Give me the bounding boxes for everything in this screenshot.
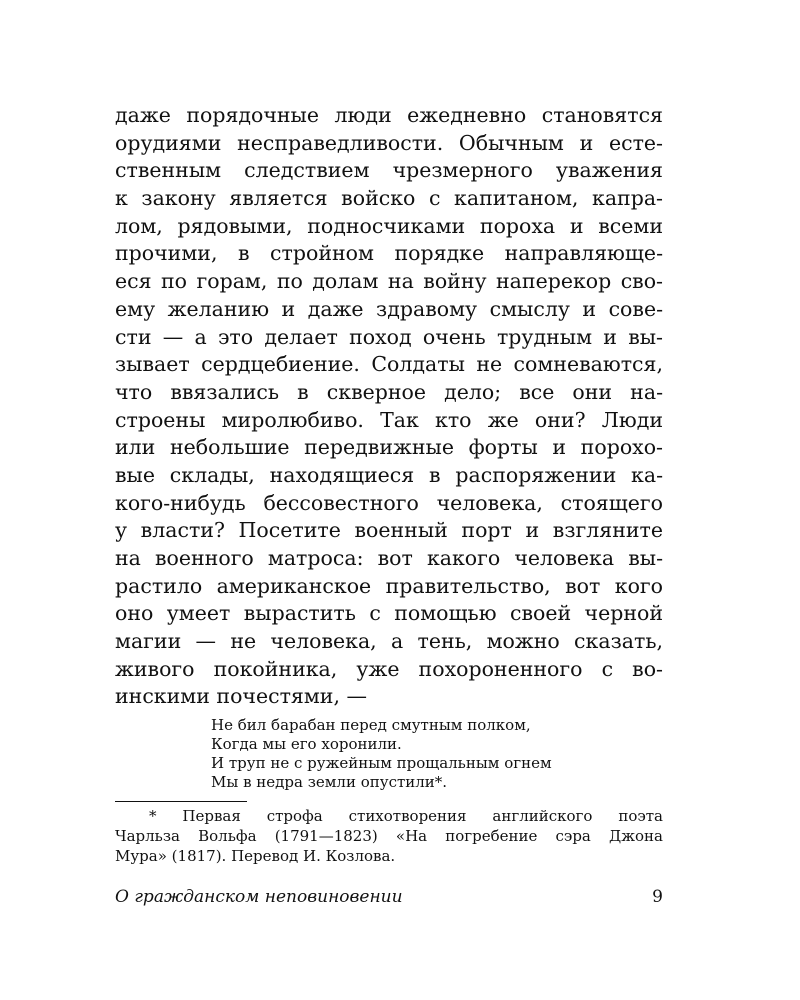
- footnote-line: Мура» (1817). Перевод И. Козлова.: [115, 847, 396, 865]
- verse-line: Не бил барабан перед смутным полком,: [211, 716, 531, 734]
- text-line: что ввязались в скверное дело; все они на-: [115, 379, 663, 404]
- text-line: прочими, в стройном порядке направляюще-: [115, 241, 663, 266]
- text-line: строены миролюбиво. Так кто же они? Люди: [115, 407, 663, 432]
- text-line: оно умеет вырастить с помощью своей черной: [115, 601, 663, 626]
- text-line: на военного матроса: вот какого человека вы-: [115, 546, 663, 570]
- text-line: еся по горам, по долам на войну наперекор сво-: [115, 269, 663, 294]
- text-line: у власти? Посетите военный порт и взгляните: [115, 518, 663, 543]
- page-number: 9: [652, 887, 663, 907]
- text-line: ственным следствием чрезмерного уважения: [115, 158, 663, 183]
- footnote-line: * Первая строфа стихотворения английского поэта: [149, 807, 663, 825]
- text-line: вые склады, находящиеся в распоряжении ка-: [115, 462, 663, 487]
- verse-quote: [211, 716, 631, 792]
- text-line: кого-нибудь бессовестного человека, стоящего: [115, 490, 663, 515]
- verse-line: Мы в недра земли опустили*.: [211, 773, 448, 791]
- text-line: инскими почестями, —: [115, 684, 367, 709]
- footnote: [115, 806, 663, 866]
- main-text: [115, 102, 663, 711]
- text-line: зывает сердцебиение. Солдаты не сомневаются,: [115, 352, 663, 377]
- verse-line: И труп не с ружейным прощальным огнем: [211, 754, 552, 772]
- text-line: растило американское правительство, вот кого: [115, 573, 663, 598]
- text-line: магии — не человека, а тень, можно сказать,: [115, 629, 663, 654]
- text-line: или небольшие передвижные форты и порохо-: [115, 435, 663, 460]
- text-line: к закону является войско с капитаном, капра-: [115, 186, 663, 211]
- verse-line: Когда мы его хоронили.: [211, 735, 402, 753]
- text-line: сти — а это делает поход очень трудным и вы-: [115, 324, 663, 349]
- text-line: живого покойника, уже похороненного с во-: [115, 656, 663, 681]
- text-line: ему желанию и даже здравому смыслу и сове-: [115, 296, 663, 321]
- text-line: орудиями несправедливости. Обычным и есте-: [115, 130, 663, 155]
- text-line: лом, рядовыми, подносчиками пороха и всеми: [115, 213, 663, 238]
- text-line: даже порядочные люди ежедневно становятся: [115, 103, 663, 127]
- footnote-line: Чарльза Вольфа (1791—1823) «На погребение сэра Джона: [115, 827, 663, 845]
- footnote-divider: [115, 801, 247, 802]
- running-title: О гражданском неповиновении: [115, 887, 403, 907]
